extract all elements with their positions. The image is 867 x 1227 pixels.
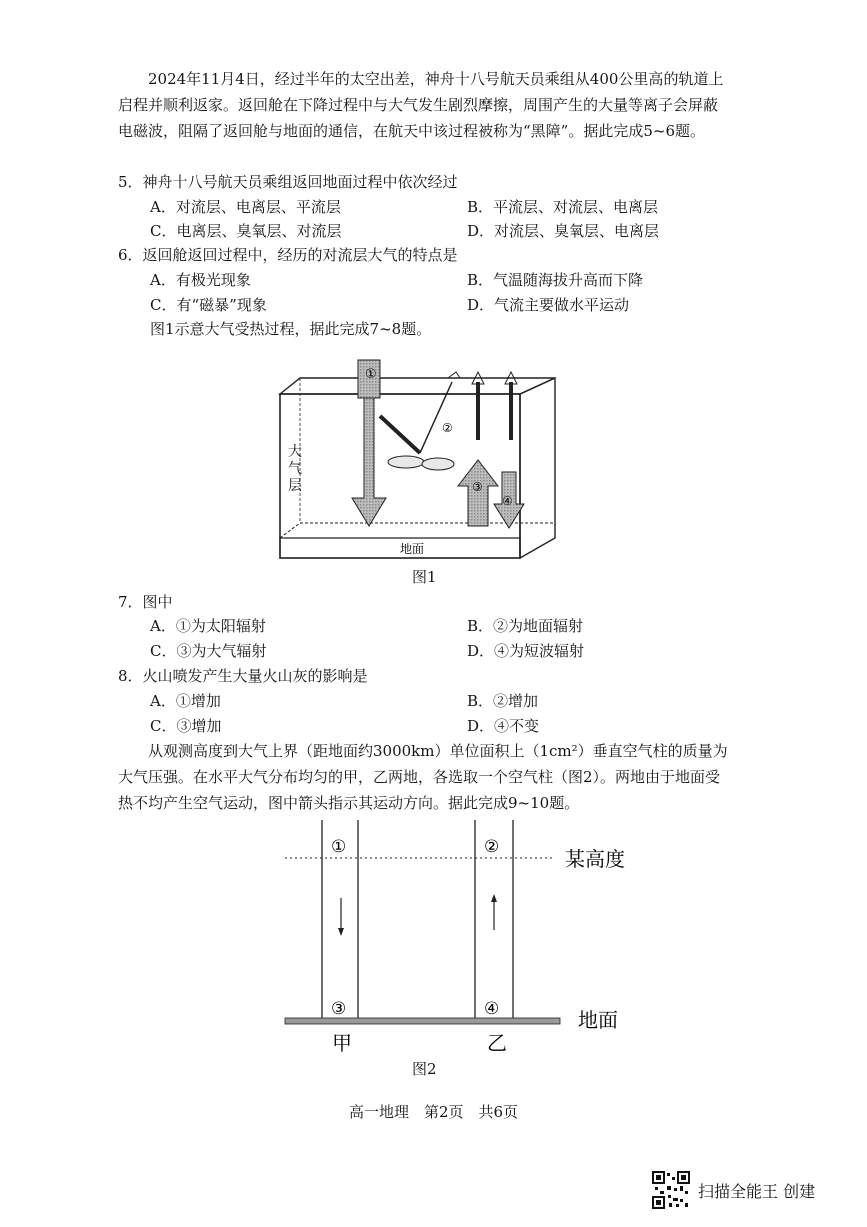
question-5-option-a: A．对流层、电离层、平流层 [150,198,341,216]
watermark-text: 扫描全能王 创建 [698,1181,816,1201]
figure-1-atmosphere-heating-diagram [270,348,570,564]
intro-paragraph-1: 2024年11月4日，经过半年的太空出差，神舟十八号航天员乘组从400公里高的轨道上启程并顺利返家。返回舱在下降过程中与大气发生剧烈摩擦，周围产生的大量等离子会屏蔽电磁波，阻隔了返回舱与地面的通信，在航天中该过程被称为“黑障”。据此完成5~6题。 [118,70,724,140]
fig2-yi-label: 乙 [487,1031,507,1055]
question-6-option-c: C．有“磁暴”现象 [150,296,267,314]
fig1-marker-2: ② [442,421,453,435]
ground-dashed-edge-left [280,523,300,538]
arrow-down-jia-head [338,928,344,936]
ground-strip [285,1018,560,1024]
fig1-ground-label: 地面 [400,542,425,556]
question-5-option-c: C．电离层、臭氧层、对流层 [150,222,342,240]
qr-code-icon [652,1171,690,1209]
question-6-option-a: A．有极光现象 [150,271,251,289]
question-5-option-b: B．平流层、对流层、电离层 [467,198,659,216]
arrow-up-yi-head [491,894,497,902]
cloud-right [422,458,454,470]
figure-2-caption: 图2 [412,1060,437,1078]
intro-paragraph-3: 从观测高度到大气上界（距地面约3000km）单位面积上（1cm²）垂直空气柱的质量为大气压强。在水平大气分布均匀的甲，乙两地，各选取一个空气柱（图2）。两地由于地面受热不均产生空气运动，图中箭头指示其运动方向。据此完成9~10题。 [118,742,728,812]
fig1-marker-4: ④ [502,494,513,508]
question-5-stem: 5．神舟十八号航天员乘组返回地面过程中依次经过 [118,173,458,191]
fig2-height-label: 某高度 [565,847,625,871]
question-8-option-d: D．④不变 [467,717,540,735]
question-8-option-a: A．①增加 [150,692,221,710]
question-7-stem: 7．图中 [118,593,173,611]
arrow-2-head [448,372,460,378]
arrow-incoming-diagonal [380,416,420,453]
fig1-atmosphere-label: 大气层 [288,444,302,494]
box-top-face [280,378,555,394]
figure-1-caption: 图1 [412,568,437,586]
fig1-marker-3: ③ [472,480,483,494]
question-7-option-a: A．①为太阳辐射 [150,617,266,635]
figure-2-air-column-diagram [280,820,640,1060]
question-6-option-d: D．气流主要做水平运动 [467,296,630,314]
scanner-watermark [652,1171,815,1209]
question-8-stem: 8．火山喷发产生大量火山灰的影响是 [118,667,368,685]
question-5-option-d: D．对流层、臭氧层、电离层 [467,222,660,240]
question-8-option-b: B．②增加 [467,692,539,710]
question-8-option-c: C．③增加 [150,717,222,735]
intro-paragraph-2: 图1示意大气受热过程，据此完成7~8题。 [150,320,432,338]
box-right-face [520,378,555,558]
fig2-jia-label: 甲 [332,1031,352,1055]
question-7-option-c: C．③为大气辐射 [150,642,267,660]
fig2-marker-2: ② [484,837,500,857]
fig2-marker-3: ③ [331,999,347,1019]
fig1-marker-1: ① [365,367,377,382]
question-7-option-d: D．④为短波辐射 [467,642,585,660]
question-6-option-b: B．气温随海拔升高而下降 [467,271,644,289]
fig2-marker-4: ④ [484,999,500,1019]
question-7-option-b: B．②为地面辐射 [467,617,584,635]
fig2-ground-label: 地面 [578,1008,618,1032]
arrow-2-reflected [420,382,452,453]
question-6-stem: 6．返回舱返回过程中，经历的对流层大气的特点是 [118,246,458,264]
page-footer: 高一地理 第2页 共6页 [348,1103,519,1121]
fig2-marker-1: ① [331,837,347,857]
cloud-left [388,456,424,468]
